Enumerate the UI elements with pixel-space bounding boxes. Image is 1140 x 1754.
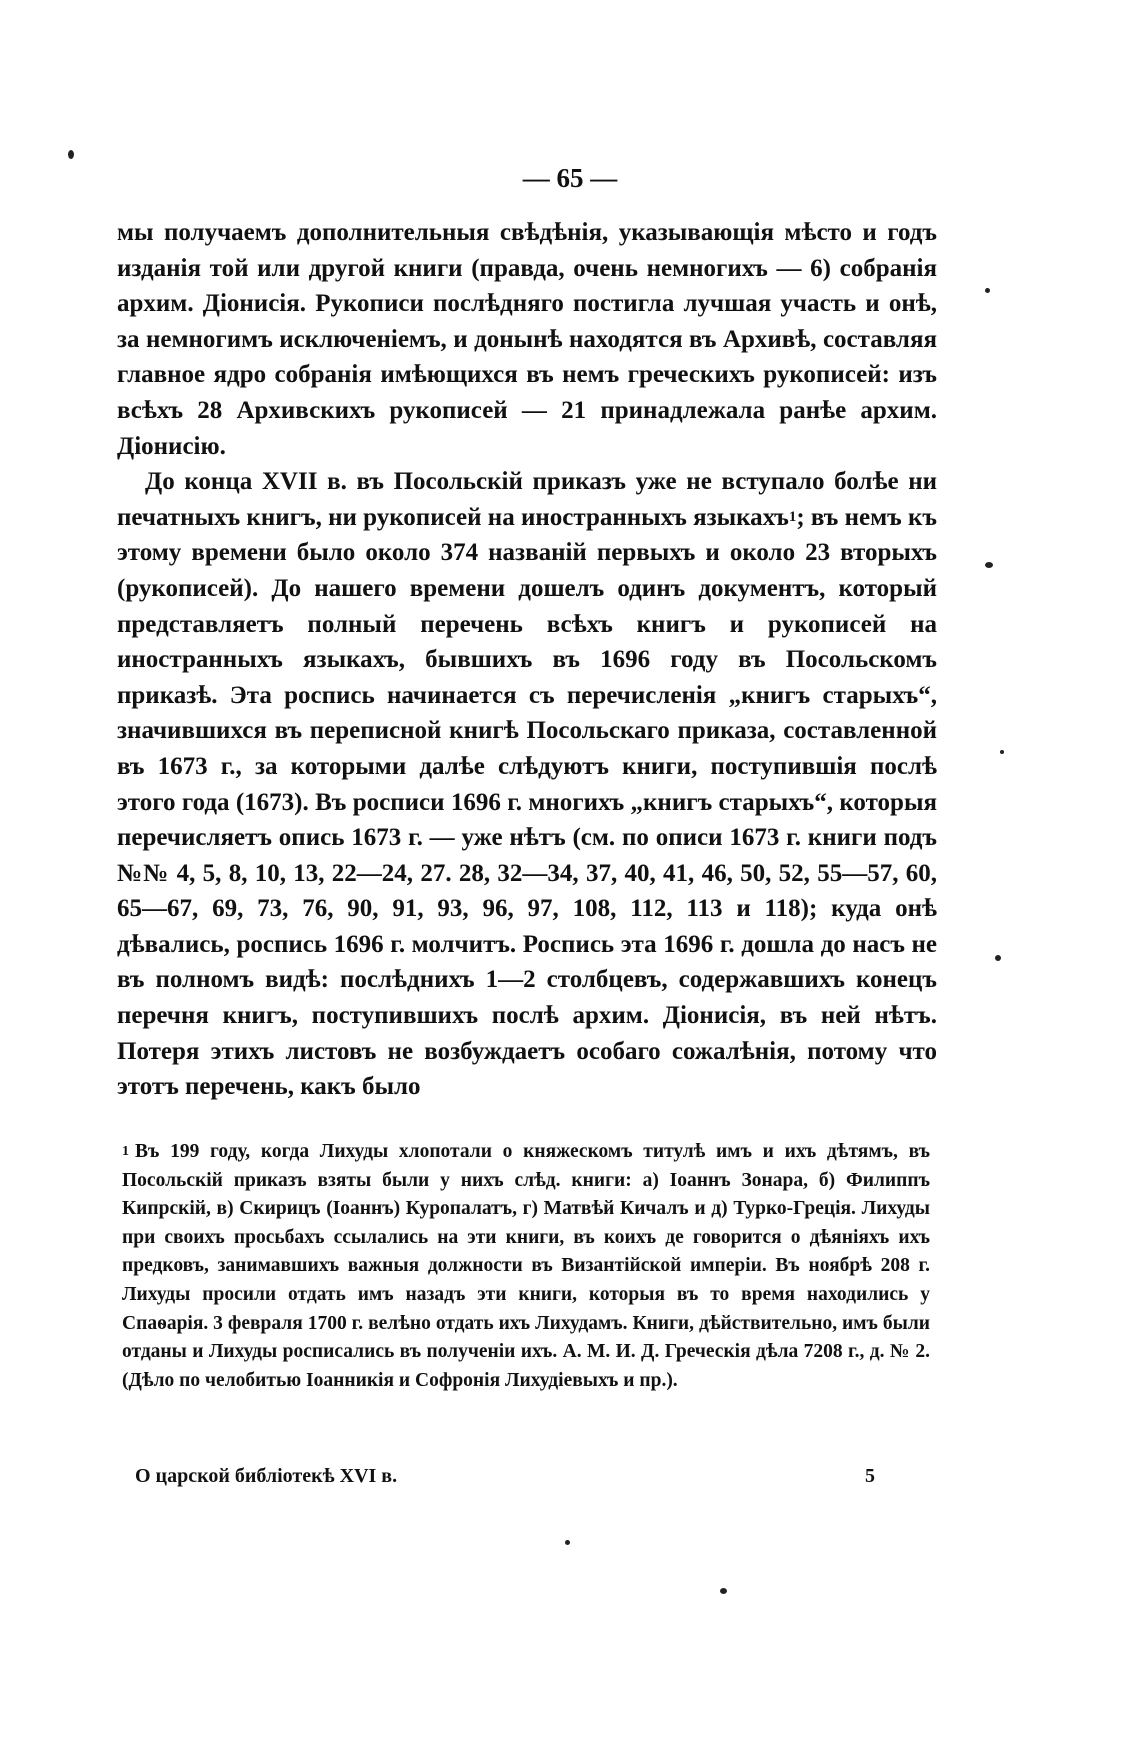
- footnote-text: Въ 199 году, когда Лихуды хлопотали о княжескомъ титулѣ имъ и ихъ дѣтямъ, въ Посольскій приказъ взяты были у нихъ слѣд. книги: а) Іоаннъ Зонара, б) Филиппъ Кипрскій, в) Скирицъ (Іоаннъ) Куропалатъ, г) Матвѣй Кичалъ и д) Турко-Греція. Лихуды при своихъ просьбахъ ссылались на эти книги, въ коихъ де говорится о дѣяніяхъ ихъ предковъ, занимавшихъ важныя должности въ Византійской имперіи. Въ ноябрѣ 208 г. Лихуды просили отдать имъ назадъ эти книги, которыя въ то время находились у Спаѳарія. 3 февраля 1700 г. велѣно отдать ихъ Лихудамъ. Книги, дѣйствительно, имъ были отданы и Лихуды росписались въ полученіи ихъ. А. М. И. Д. Греческія дѣла 7208 г., д. № 2. (Дѣло по челобитью Іоанникія и Софронія Лихудіевыхъ и пр.).: [122, 1141, 930, 1391]
- footnote: [122, 1138, 930, 1395]
- footnote-reference: 1: [788, 508, 797, 525]
- paragraph-1: мы получаемъ дополнительныя свѣдѣнія, указывающія мѣсто и годъ изданія той или другой книги (правда, очень немногихъ — 6) собранія архим. Діонисія. Рукописи послѣдняго постигла лучшая участь и онѣ, за немногимъ исключеніемъ, и донынѣ находятся въ Архивѣ, составляя главное ядро собранія имѣющихся въ немъ греческихъ рукописей: изъ всѣхъ 28 Архивскихъ рукописей — 21 принадлежала ранѣе архим. Діонисію.: [117, 219, 937, 460]
- page-number: — 65 —: [522, 163, 618, 193]
- scan-speck: [720, 1588, 727, 1594]
- paragraph-2: [117, 464, 937, 1105]
- footer-signature-number: 5: [865, 1465, 875, 1487]
- scan-speck: [985, 562, 993, 568]
- footnote-marker: 1: [122, 1144, 129, 1159]
- footer-title: О царской библіотекѣ XVI в.: [135, 1465, 398, 1487]
- page-footer: [135, 1465, 875, 1488]
- main-text: [117, 215, 937, 1105]
- scan-speck: [68, 150, 74, 159]
- paragraph-2-rest: ; въ немъ къ этому времени было около 374 названій первыхъ и около 23 вторыхъ (рукописей). До нашего времени дошелъ одинъ документъ, который представляетъ полный перечень всѣхъ книгъ и рукописей на иностранныхъ языкахъ, бывшихъ въ 1696 году въ Посольскомъ приказѣ. Эта роспись начинается съ перечисленія „книгъ старыхъ“, значившихся въ переписной книгѣ Посольскаго приказа, составленной въ 1673 г., за которыми далѣе слѣдуютъ книги, поступившія послѣ этого года (1673). Въ росписи 1696 г. многихъ „книгъ старыхъ“, которыя перечисляетъ опись 1673 г. — уже нѣтъ (см. по описи 1673 г. книги подъ №№ 4, 5, 8, 10, 13, 22—24, 27. 28, 32—34, 37, 40, 41, 46, 50, 52, 55—57, 60, 65—67, 69, 73, 76, 90, 91, 93, 96, 97, 108, 112, 113 и 118); куда онѣ дѣвались, роспись 1696 г. молчитъ. Роспись эта 1696 г. дошла до насъ не въ полномъ видѣ: послѣднихъ 1—2 столбцевъ, содержавшихъ конецъ перечня книгъ, поступившихъ послѣ архим. Діонисія, въ ней нѣтъ. Потеря этихъ листовъ не возбуждаетъ особаго сожалѣнія, потому что этотъ перечень, какъ было: [117, 503, 937, 1101]
- scan-speck: [985, 288, 990, 293]
- scan-speck: [565, 1540, 570, 1545]
- scan-speck: [1000, 750, 1004, 754]
- paragraph-2-start: До конца XVII в. въ Посольскій приказъ уже не вступало болѣе ни печатныхъ книгъ, ни рукописей на иностранныхъ языкахъ: [117, 468, 937, 531]
- scan-speck: [995, 955, 1001, 961]
